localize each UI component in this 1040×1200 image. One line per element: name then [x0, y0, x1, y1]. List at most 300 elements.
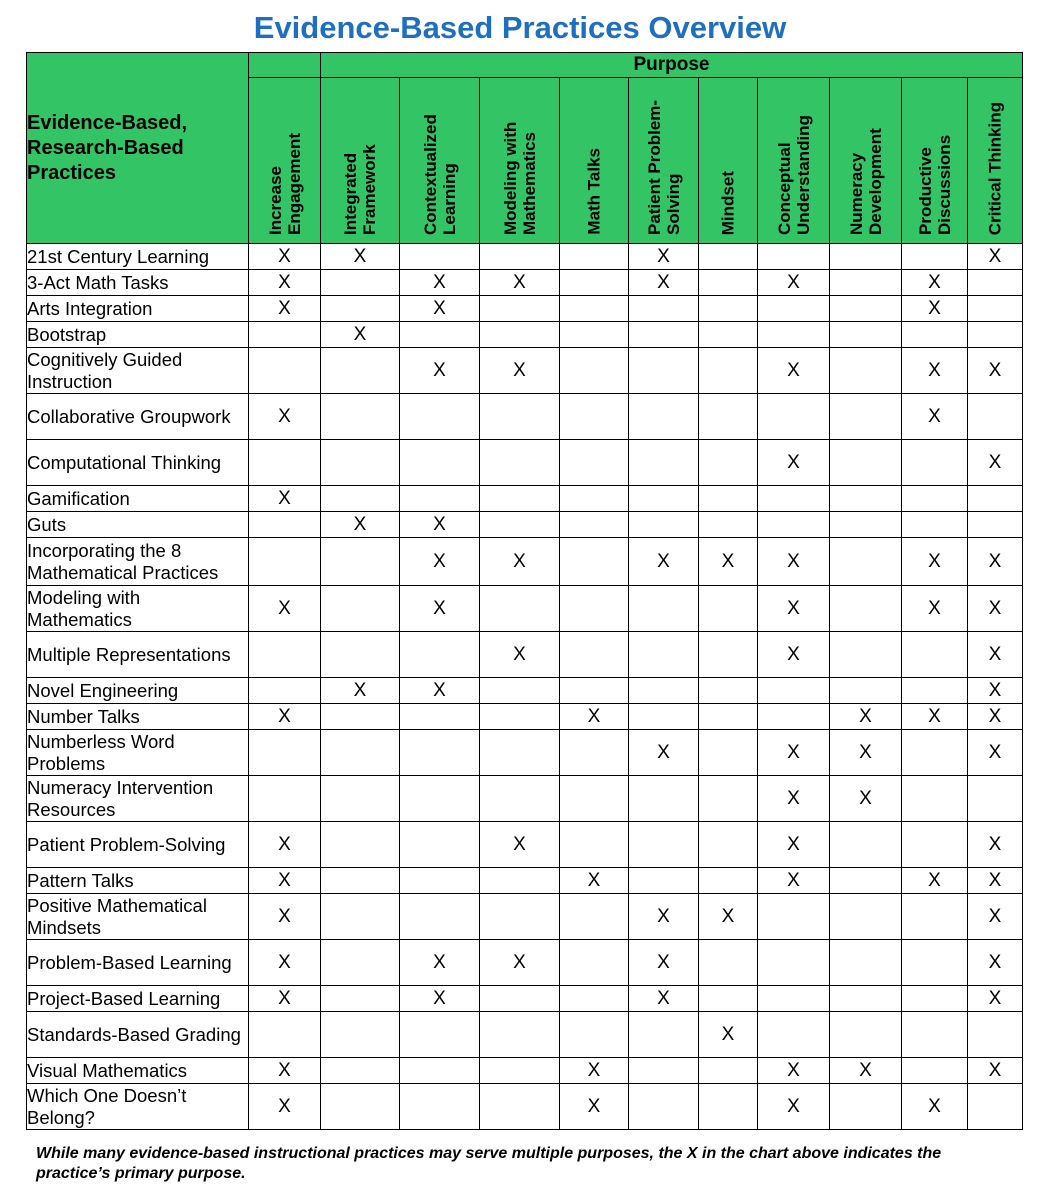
- mark-cell: [400, 394, 480, 440]
- table-row: [27, 322, 1023, 348]
- mark-cell: X: [629, 730, 699, 776]
- mark-cell: [830, 940, 902, 986]
- mark-cell: X: [968, 868, 1023, 894]
- column-header: [629, 78, 699, 244]
- practice-name: Multiple Representations: [27, 632, 249, 678]
- mark-cell: [249, 678, 321, 704]
- mark-cell: X: [699, 1012, 758, 1058]
- mark-cell: [902, 940, 968, 986]
- column-header: [758, 78, 830, 244]
- mark-cell: [699, 1084, 758, 1130]
- mark-cell: X: [968, 538, 1023, 586]
- mark-cell: X: [321, 322, 400, 348]
- column-header-label: Critical Thinking: [985, 101, 1005, 235]
- mark-cell: X: [902, 586, 968, 632]
- mark-cell: [758, 940, 830, 986]
- mark-cell: X: [699, 894, 758, 940]
- mark-cell: X: [699, 538, 758, 586]
- mark-cell: [321, 730, 400, 776]
- mark-cell: [699, 512, 758, 538]
- mark-cell: [321, 270, 400, 296]
- mark-cell: [480, 730, 560, 776]
- practice-name: Modeling with Mathematics: [27, 586, 249, 632]
- mark-cell: [400, 704, 480, 730]
- mark-cell: [902, 822, 968, 868]
- mark-cell: [560, 394, 629, 440]
- mark-cell: [400, 776, 480, 822]
- mark-cell: [968, 512, 1023, 538]
- mark-cell: [902, 894, 968, 940]
- mark-cell: [480, 1084, 560, 1130]
- mark-cell: X: [758, 270, 830, 296]
- mark-cell: X: [968, 348, 1023, 394]
- column-header-label: Mindset: [718, 170, 738, 235]
- mark-cell: [699, 394, 758, 440]
- column-header: [830, 78, 902, 244]
- mark-cell: [400, 730, 480, 776]
- table-row: [27, 730, 1023, 776]
- practice-name: 3-Act Math Tasks: [27, 270, 249, 296]
- mark-cell: [249, 440, 321, 486]
- mark-cell: [830, 868, 902, 894]
- mark-cell: [902, 244, 968, 270]
- mark-cell: [560, 632, 629, 678]
- mark-cell: [968, 776, 1023, 822]
- column-header: [321, 78, 400, 244]
- mark-cell: X: [968, 586, 1023, 632]
- mark-cell: X: [629, 244, 699, 270]
- mark-cell: [699, 776, 758, 822]
- column-header-label: Numeracy Development: [846, 128, 885, 235]
- mark-cell: [480, 244, 560, 270]
- mark-cell: [699, 730, 758, 776]
- mark-cell: [629, 394, 699, 440]
- mark-cell: [560, 296, 629, 322]
- mark-cell: X: [400, 940, 480, 986]
- mark-cell: [480, 1012, 560, 1058]
- practices-column-header: [27, 53, 249, 244]
- practice-name: Collaborative Groupwork: [27, 394, 249, 440]
- mark-cell: [629, 632, 699, 678]
- mark-cell: X: [249, 704, 321, 730]
- mark-cell: X: [968, 678, 1023, 704]
- mark-cell: X: [249, 586, 321, 632]
- mark-cell: [629, 1058, 699, 1084]
- mark-cell: [321, 440, 400, 486]
- mark-cell: X: [902, 270, 968, 296]
- mark-cell: [249, 348, 321, 394]
- mark-cell: [400, 1058, 480, 1084]
- mark-cell: [758, 704, 830, 730]
- mark-cell: [758, 296, 830, 322]
- practice-name: Which One Doesn’t Belong?: [27, 1084, 249, 1130]
- column-header-label: Integrated Framework: [341, 144, 379, 235]
- mark-cell: [321, 868, 400, 894]
- footnote: While many evidence-based instructional practices may serve multiple purposes, the X in the chart above indicates the practice’s primary purpose.: [36, 1145, 942, 1182]
- table-row: [27, 868, 1023, 894]
- mark-cell: [480, 512, 560, 538]
- mark-cell: X: [902, 348, 968, 394]
- mark-cell: [902, 512, 968, 538]
- table-row: [27, 776, 1023, 822]
- mark-cell: X: [968, 1058, 1023, 1084]
- mark-cell: [560, 894, 629, 940]
- mark-cell: [902, 322, 968, 348]
- mark-cell: X: [758, 348, 830, 394]
- table-row: [27, 986, 1023, 1012]
- mark-cell: [699, 822, 758, 868]
- mark-cell: [480, 894, 560, 940]
- mark-cell: X: [249, 1058, 321, 1084]
- column-header-label: Math Talks: [584, 148, 604, 235]
- column-header: [249, 78, 321, 244]
- mark-cell: X: [480, 538, 560, 586]
- mark-cell: X: [249, 1084, 321, 1130]
- mark-cell: X: [400, 270, 480, 296]
- practice-name: Novel Engineering: [27, 678, 249, 704]
- page-title: Evidence-Based Practices Overview: [253, 10, 787, 45]
- mark-cell: [321, 1084, 400, 1130]
- mark-cell: X: [400, 348, 480, 394]
- mark-cell: [400, 244, 480, 270]
- mark-cell: [321, 538, 400, 586]
- mark-cell: [699, 1058, 758, 1084]
- mark-cell: X: [480, 940, 560, 986]
- column-header: [400, 78, 480, 244]
- mark-cell: X: [758, 1058, 830, 1084]
- mark-cell: [560, 586, 629, 632]
- mark-cell: [629, 586, 699, 632]
- mark-cell: [321, 348, 400, 394]
- purpose-header: Purpose: [321, 53, 1023, 78]
- mark-cell: [560, 244, 629, 270]
- mark-cell: [968, 270, 1023, 296]
- column-header: [699, 78, 758, 244]
- mark-cell: X: [321, 512, 400, 538]
- mark-cell: [830, 348, 902, 394]
- mark-cell: [560, 1012, 629, 1058]
- mark-cell: [629, 296, 699, 322]
- mark-cell: X: [968, 894, 1023, 940]
- mark-cell: [400, 868, 480, 894]
- mark-cell: [699, 348, 758, 394]
- mark-cell: [629, 1084, 699, 1130]
- mark-cell: [629, 512, 699, 538]
- mark-cell: X: [249, 940, 321, 986]
- mark-cell: [321, 894, 400, 940]
- practice-name: Positive Mathematical Mindsets: [27, 894, 249, 940]
- mark-cell: [699, 296, 758, 322]
- mark-cell: X: [629, 894, 699, 940]
- mark-cell: X: [249, 822, 321, 868]
- mark-cell: [830, 296, 902, 322]
- mark-cell: X: [968, 822, 1023, 868]
- mark-cell: [629, 704, 699, 730]
- mark-cell: X: [758, 440, 830, 486]
- practice-name: Problem-Based Learning: [27, 940, 249, 986]
- mark-cell: [249, 730, 321, 776]
- column-header: [560, 78, 629, 244]
- mark-cell: [249, 1012, 321, 1058]
- mark-cell: [758, 1012, 830, 1058]
- mark-cell: [480, 586, 560, 632]
- mark-cell: [758, 486, 830, 512]
- mark-cell: X: [249, 270, 321, 296]
- mark-cell: [560, 776, 629, 822]
- mark-cell: X: [902, 868, 968, 894]
- practice-name: Project-Based Learning: [27, 986, 249, 1012]
- mark-cell: X: [830, 776, 902, 822]
- mark-cell: X: [400, 538, 480, 586]
- mark-cell: [480, 776, 560, 822]
- table-row: [27, 244, 1023, 270]
- mark-cell: X: [758, 730, 830, 776]
- mark-cell: [480, 986, 560, 1012]
- mark-cell: [480, 322, 560, 348]
- mark-cell: X: [249, 296, 321, 322]
- mark-cell: [758, 678, 830, 704]
- mark-cell: [699, 704, 758, 730]
- mark-cell: X: [830, 730, 902, 776]
- practice-name: Cognitively Guided Instruction: [27, 348, 249, 394]
- mark-cell: [400, 822, 480, 868]
- mark-cell: [480, 704, 560, 730]
- mark-cell: [560, 730, 629, 776]
- mark-cell: X: [400, 678, 480, 704]
- column-header: [480, 78, 560, 244]
- mark-cell: [249, 322, 321, 348]
- mark-cell: [629, 440, 699, 486]
- mark-cell: [629, 486, 699, 512]
- mark-cell: [830, 678, 902, 704]
- mark-cell: X: [629, 270, 699, 296]
- column-header-label: Contextualized Learning: [420, 114, 459, 235]
- mark-cell: [758, 986, 830, 1012]
- mark-cell: X: [968, 704, 1023, 730]
- mark-cell: [830, 394, 902, 440]
- mark-cell: [968, 394, 1023, 440]
- mark-cell: [968, 1084, 1023, 1130]
- mark-cell: [758, 244, 830, 270]
- mark-cell: X: [902, 296, 968, 322]
- mark-cell: X: [629, 940, 699, 986]
- table-row: [27, 940, 1023, 986]
- mark-cell: X: [758, 538, 830, 586]
- mark-cell: [560, 512, 629, 538]
- mark-cell: [699, 244, 758, 270]
- table-row: [27, 486, 1023, 512]
- mark-cell: X: [480, 348, 560, 394]
- mark-cell: [830, 322, 902, 348]
- table-row: [27, 1012, 1023, 1058]
- mark-cell: X: [968, 940, 1023, 986]
- mark-cell: X: [560, 868, 629, 894]
- column-header-label: Patient Problem-Solving: [644, 99, 683, 235]
- mark-cell: X: [968, 632, 1023, 678]
- mark-cell: [830, 244, 902, 270]
- table-row: [27, 270, 1023, 296]
- practice-name: Incorporating the 8 Mathematical Practices: [27, 538, 249, 586]
- mark-cell: [968, 322, 1023, 348]
- column-header-label: Increase Engagement: [265, 132, 304, 235]
- mark-cell: X: [830, 704, 902, 730]
- mark-cell: X: [400, 296, 480, 322]
- mark-cell: [480, 296, 560, 322]
- mark-cell: X: [968, 440, 1023, 486]
- column-header-label: Conceptual Understanding: [774, 115, 813, 235]
- practice-name: Numberless Word Problems: [27, 730, 249, 776]
- mark-cell: [629, 348, 699, 394]
- practice-name: Gamification: [27, 486, 249, 512]
- mark-cell: [321, 394, 400, 440]
- mark-cell: [321, 586, 400, 632]
- mark-cell: [699, 440, 758, 486]
- mark-cell: [830, 986, 902, 1012]
- mark-cell: [400, 632, 480, 678]
- mark-cell: [321, 296, 400, 322]
- table-row: [27, 586, 1023, 632]
- table-row: [27, 1084, 1023, 1130]
- mark-cell: [480, 868, 560, 894]
- mark-cell: [249, 538, 321, 586]
- mark-cell: [699, 486, 758, 512]
- mark-cell: X: [560, 1058, 629, 1084]
- mark-cell: [249, 512, 321, 538]
- mark-cell: [400, 440, 480, 486]
- mark-cell: X: [480, 632, 560, 678]
- practice-name: 21st Century Learning: [27, 244, 249, 270]
- mark-cell: [758, 894, 830, 940]
- mark-cell: X: [758, 632, 830, 678]
- mark-cell: X: [480, 270, 560, 296]
- mark-cell: [902, 678, 968, 704]
- mark-cell: [560, 678, 629, 704]
- mark-cell: [480, 486, 560, 512]
- mark-cell: X: [629, 986, 699, 1012]
- mark-cell: [480, 1058, 560, 1084]
- column-header: [968, 78, 1023, 244]
- table-row: [27, 296, 1023, 322]
- practice-name: Bootstrap: [27, 322, 249, 348]
- mark-cell: [560, 440, 629, 486]
- mark-cell: [480, 440, 560, 486]
- mark-cell: [902, 1012, 968, 1058]
- mark-cell: [830, 440, 902, 486]
- mark-cell: [560, 822, 629, 868]
- mark-cell: [902, 440, 968, 486]
- mark-cell: X: [400, 986, 480, 1012]
- table-row: [27, 822, 1023, 868]
- mark-cell: [321, 776, 400, 822]
- mark-cell: X: [480, 822, 560, 868]
- mark-cell: [902, 776, 968, 822]
- mark-cell: [321, 632, 400, 678]
- mark-cell: [968, 296, 1023, 322]
- header-spacer: [249, 53, 321, 78]
- mark-cell: X: [902, 394, 968, 440]
- mark-cell: X: [321, 244, 400, 270]
- table-row: [27, 348, 1023, 394]
- mark-cell: X: [902, 538, 968, 586]
- practice-name: Guts: [27, 512, 249, 538]
- mark-cell: [249, 632, 321, 678]
- mark-cell: [629, 322, 699, 348]
- table-row: [27, 894, 1023, 940]
- mark-cell: X: [830, 1058, 902, 1084]
- mark-cell: [480, 678, 560, 704]
- table-row: [27, 440, 1023, 486]
- table-row: [27, 538, 1023, 586]
- practices-table: [26, 52, 1023, 1130]
- mark-cell: [400, 1084, 480, 1130]
- mark-cell: X: [249, 486, 321, 512]
- mark-cell: X: [321, 678, 400, 704]
- mark-cell: [968, 1012, 1023, 1058]
- mark-cell: [758, 512, 830, 538]
- mark-cell: [400, 486, 480, 512]
- mark-cell: X: [400, 512, 480, 538]
- table-row: [27, 394, 1023, 440]
- mark-cell: [830, 632, 902, 678]
- table-row: [27, 632, 1023, 678]
- mark-cell: [902, 986, 968, 1012]
- mark-cell: [902, 730, 968, 776]
- mark-cell: [699, 868, 758, 894]
- column-header-label: Modeling with Mathematics: [500, 121, 539, 235]
- mark-cell: [830, 486, 902, 512]
- mark-cell: X: [249, 986, 321, 1012]
- table-row: [27, 678, 1023, 704]
- mark-cell: [560, 486, 629, 512]
- mark-cell: [560, 538, 629, 586]
- mark-cell: [560, 322, 629, 348]
- mark-cell: [758, 322, 830, 348]
- mark-cell: [699, 270, 758, 296]
- mark-cell: X: [560, 1084, 629, 1130]
- mark-cell: X: [249, 244, 321, 270]
- mark-cell: X: [249, 394, 321, 440]
- mark-cell: [830, 538, 902, 586]
- mark-cell: [699, 322, 758, 348]
- mark-cell: [830, 894, 902, 940]
- mark-cell: [699, 678, 758, 704]
- mark-cell: X: [968, 730, 1023, 776]
- mark-cell: [830, 586, 902, 632]
- mark-cell: [629, 868, 699, 894]
- mark-cell: X: [758, 586, 830, 632]
- mark-cell: [830, 512, 902, 538]
- mark-cell: [902, 1058, 968, 1084]
- mark-cell: [830, 822, 902, 868]
- mark-cell: [629, 776, 699, 822]
- mark-cell: [629, 678, 699, 704]
- practice-name: Patient Problem-Solving: [27, 822, 249, 868]
- practice-name: Standards-Based Grading: [27, 1012, 249, 1058]
- mark-cell: [321, 704, 400, 730]
- practice-name: Pattern Talks: [27, 868, 249, 894]
- mark-cell: [400, 894, 480, 940]
- mark-cell: X: [968, 986, 1023, 1012]
- mark-cell: [629, 1012, 699, 1058]
- practices-header-label: Evidence-Based, Research-Based Practices: [27, 111, 188, 184]
- table-row: [27, 704, 1023, 730]
- mark-cell: [699, 632, 758, 678]
- mark-cell: [699, 940, 758, 986]
- practice-name: Arts Integration: [27, 296, 249, 322]
- mark-cell: [758, 394, 830, 440]
- mark-cell: [560, 270, 629, 296]
- mark-cell: X: [968, 244, 1023, 270]
